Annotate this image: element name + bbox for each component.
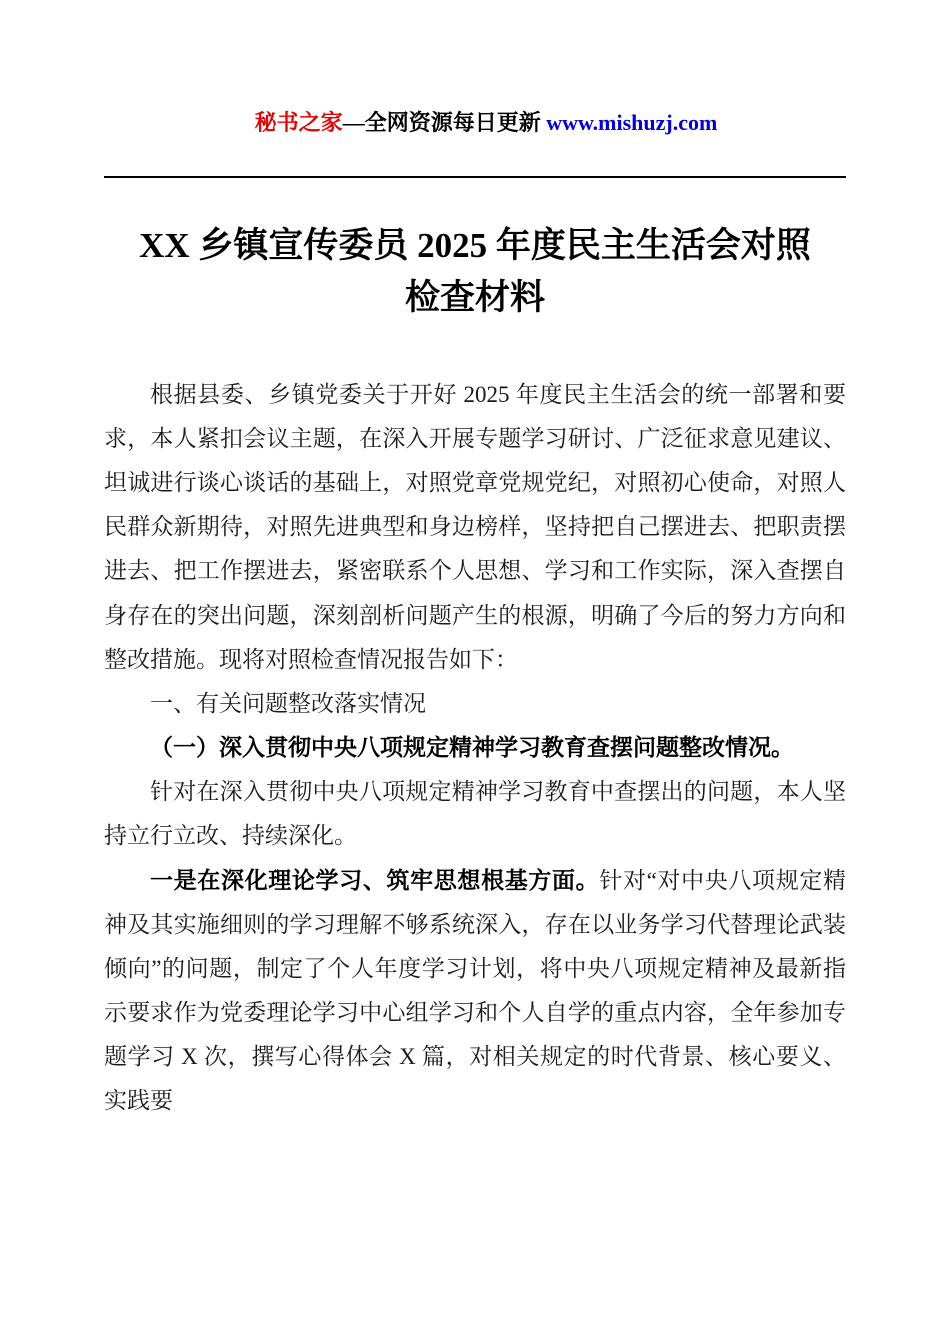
- site-tagline: —全网资源每日更新: [342, 109, 547, 135]
- document-title: XX 乡镇宣传委员 2025 年度民主生活会对照检查材料: [139, 225, 811, 318]
- site-header: [104, 80, 846, 166]
- header-divider: [104, 176, 846, 178]
- paragraph-intro: 根据县委、乡镇党委关于开好 2025 年度民主生活会的统一部署和要求，本人紧扣会议主题，在深入开展专题学习研讨、广泛征求意见建议、坦诚进行谈心谈话的基础上，对照党章党规党纪，对照初心使命，对照人民群众新期待，对照先进典型和身边榜样，坚持把自己摆进去、把职责摆进去、把工作摆进去，紧密联系个人思想、学习和工作实际，深入查摆自身存在的突出问题，深刻剖析问题产生的根源，明确了今后的努力方向和整改措施。现将对照检查情况报告如下：: [104, 381, 846, 672]
- section-heading-1: 一、有关问题整改落实情况: [150, 690, 426, 716]
- paragraph-measure-1: [104, 859, 846, 1124]
- paragraph-rectify: 针对在深入贯彻中央八项规定精神学习教育中查摆出的问题，本人坚持立行立改、持续深化。: [104, 779, 846, 849]
- paragraph-measure-1-lead: 一是在深化理论学习、筑牢思想根基方面。: [150, 867, 600, 893]
- subsection-heading-1: （一）深入贯彻中央八项规定精神学习教育查摆问题整改情况。: [150, 735, 794, 761]
- site-brand: 秘书之家: [254, 109, 343, 135]
- paragraph-measure-1-body: 针对“对中央八项规定精神及其实施细则的学习理解不够系统深入，存在以业务学习代替理论武装倾向”的问题，制定了个人年度学习计划，将中央八项规定精神及最新指示要求作为党委理论学习中心组学习和个人自学的重点内容，全年参加专题学习 X 次，撰写心得体会 X 篇，对相关规定的时代背景、核心要义、实践要: [104, 867, 846, 1114]
- site-url-link[interactable]: www.mishuzj.com: [546, 109, 718, 135]
